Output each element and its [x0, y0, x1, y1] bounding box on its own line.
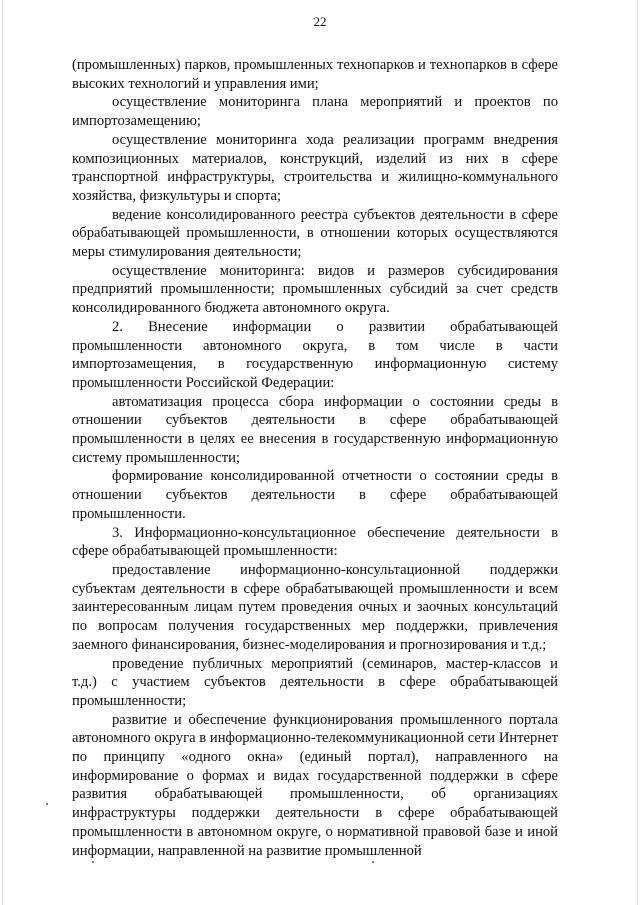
paragraph-industrial-portal: развитие и обеспечение функционирования промышленного портала автономного округа в информационно-телекоммуникационной сети Интернет по принципу «одного окна» (единый портал), направленного на информирование о формах и видах государственной поддержки в сфере развития обрабатывающей промышленности, об организациях инфраструктуры поддержки деятельности в сфере обрабатывающей промышленности в автономном округе, о нормативной правовой базе и иной информации, направленной на развитие промышленной — [72, 711, 558, 859]
paragraph-continuation: (промышленных) парков, промышленных технопарков и технопарков в сфере высоких технологий и управления ими; — [72, 57, 558, 92]
paragraph-consulting-support: предоставление информационно-консультационной поддержки субъектам деятельности в сфере обрабатывающей промышленности и всем заинтересованным лицам путем проведения очных и заочных консультаций по вопросам получения государственных мер поддержки, привлечения заемного финансирования, бизнес-моделирования и прогнозирования и т.д.; — [72, 561, 558, 653]
paragraph-section-2: 2. Внесение информации о развитии обрабатывающей промышленности автономного округа, в том числе в части импортозамещения, в государственную информационную систему промышленности Российской Федерации: — [72, 318, 558, 391]
scan-edge-right — [637, 0, 638, 905]
page-number: 22 — [313, 14, 327, 29]
scan-speck — [92, 861, 94, 863]
scan-speck — [372, 861, 374, 863]
paragraph-import-substitution-monitoring: осуществление мониторинга плана мероприятий и проектов по импортозамещению; — [72, 94, 558, 130]
paragraph-consolidated-registry: ведение консолидированного реестра субъектов деятельности в сфере обрабатывающей промышленности, в отношении которых осуществляются меры стимулирования деятельности; — [72, 206, 558, 261]
scan-speck — [46, 803, 48, 805]
scan-edge-left — [2, 0, 3, 905]
paragraph-subsidy-monitoring: осуществление мониторинга: видов и размеров субсидирования предприятий промышленности; промышленных субсидий за счет средств консолидированного бюджета автономного округа. — [72, 262, 558, 317]
paragraph-public-events: проведение публичных мероприятий (семинаров, мастер-классов и т.д.) с участием субъектов деятельности в сфере обрабатывающей промышленности; — [72, 655, 558, 709]
paragraph-composite-materials-monitoring: осуществление мониторинга хода реализации программ внедрения композиционных материалов, конструкций, изделий из них в сфере транспортной инфраструктуры, строительства и жилищно-коммунального хозяйства, физкультуры и спорта; — [72, 131, 558, 204]
paragraph-data-collection-automation: автоматизация процесса сбора информации о состоянии среды в отношении субъектов деятельности в сфере обрабатывающей промышленности в целях ее внесения в государственную информационную систему промышленности; — [72, 393, 558, 466]
document-body — [72, 56, 558, 860]
paragraph-consolidated-reporting: формирование консолидированной отчетности о состоянии среды в отношении субъектов деятельности в сфере обрабатывающей промышленности. — [72, 468, 558, 522]
paragraph-section-3: 3. Информационно-консультационное обеспечение деятельности в сфере обрабатывающей промышленности: — [72, 524, 558, 560]
